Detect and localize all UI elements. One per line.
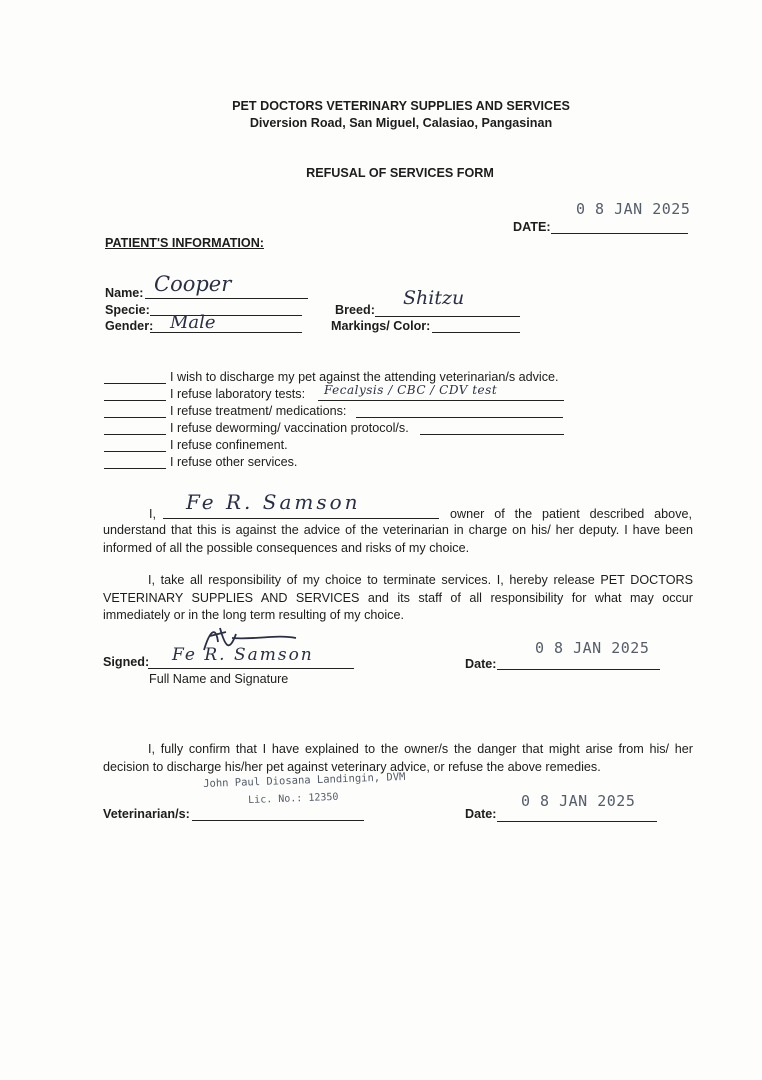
deworming-field[interactable]	[420, 434, 564, 435]
company-name: PET DOCTORS VETERINARY SUPPLIES AND SERVICES	[232, 99, 570, 113]
signed-label: Signed:	[103, 655, 150, 669]
name-label: Name:	[105, 286, 144, 300]
lab-tests-handwritten: Fecalysis / CBC / CDV test	[324, 383, 498, 397]
breed-handwritten: Shitzu	[403, 287, 465, 309]
vet-label: Veterinarian/s:	[103, 807, 190, 821]
company-address: Diversion Road, San Miguel, Calasiao, Pangasinan	[249, 116, 553, 130]
vet-stamp-license: Lic. No.: 12350	[248, 791, 339, 806]
patient-info-heading: PATIENT'S INFORMATION:	[105, 236, 265, 250]
owner-name-handwritten: Fe R. Samson	[186, 490, 361, 514]
option-text-3: I refuse treatment/ medications:	[170, 404, 347, 418]
option-blank-5[interactable]	[104, 451, 166, 452]
signature-caption: Full Name and Signature	[149, 672, 289, 686]
date-label-top: DATE:	[513, 220, 551, 234]
vet-date-label: Date:	[465, 807, 497, 821]
vet-date-field[interactable]	[497, 821, 657, 822]
gender-label: Gender:	[105, 319, 154, 333]
option-blank-2[interactable]	[104, 400, 166, 401]
option-blank-6[interactable]	[104, 468, 166, 469]
medications-field[interactable]	[356, 417, 563, 418]
breed-field[interactable]	[375, 316, 520, 317]
specie-label: Specie:	[105, 303, 150, 317]
release-paragraph: I, take all responsibility of my choice to terminate services. I, hereby release PET DOCTORS VETERINARY SUPPLIES AND SERVICES and its staff of all responsibility for what may occur immediately or in the long term resulting of my choice.	[103, 573, 693, 622]
date-line-top[interactable]	[551, 233, 688, 234]
option-text-1: I wish to discharge my pet against the attending veterinarian/s advice.	[170, 370, 559, 384]
option-text-6: I refuse other services.	[170, 455, 298, 469]
signature-handwritten-name: Fe R. Samson	[172, 645, 314, 665]
confirm-paragraph: I, fully confirm that I have explained to the owner/s the danger that might arise from his/ her decision to discharge his/her pet against veterinary advice, or refuse the above remedies.	[103, 742, 693, 774]
name-field[interactable]	[145, 298, 308, 299]
option-text-4: I refuse deworming/ vaccination protocol/s.	[170, 421, 409, 435]
owner-name-field[interactable]	[163, 518, 439, 519]
date-stamp-top: 0 8 JAN 2025	[576, 200, 691, 218]
signature-date-field[interactable]	[497, 669, 660, 670]
signature-field[interactable]	[148, 668, 354, 669]
breed-label: Breed:	[335, 303, 375, 317]
owner-prefix: I,	[149, 507, 156, 521]
signature-date-label: Date:	[465, 657, 497, 671]
markings-field[interactable]	[432, 332, 520, 333]
date-stamp-vet: 0 8 JAN 2025	[521, 792, 636, 810]
vet-signature-field[interactable]	[192, 820, 364, 821]
option-text-5: I refuse confinement.	[170, 438, 288, 452]
vet-stamp-name: John Paul Diosana Landingin, DVM	[203, 770, 406, 790]
statement-body: understand that this is against the advice of the veterinarian in charge on his/ her deputy. I have been informed of all the possible consequences and risks of my choice.	[103, 523, 693, 555]
owner-suffix: owner of the patient described above,	[450, 507, 692, 521]
form-title: REFUSAL OF SERVICES FORM	[306, 166, 494, 180]
option-blank-4[interactable]	[104, 434, 166, 435]
date-stamp-signature: 0 8 JAN 2025	[535, 639, 650, 657]
lab-tests-field[interactable]	[318, 400, 564, 401]
gender-handwritten: Male	[170, 312, 216, 333]
option-blank-1[interactable]	[104, 383, 166, 384]
option-text-2: I refuse laboratory tests:	[170, 387, 306, 401]
markings-label: Markings/ Color:	[331, 319, 431, 333]
option-blank-3[interactable]	[104, 417, 166, 418]
name-handwritten: Cooper	[154, 272, 232, 296]
